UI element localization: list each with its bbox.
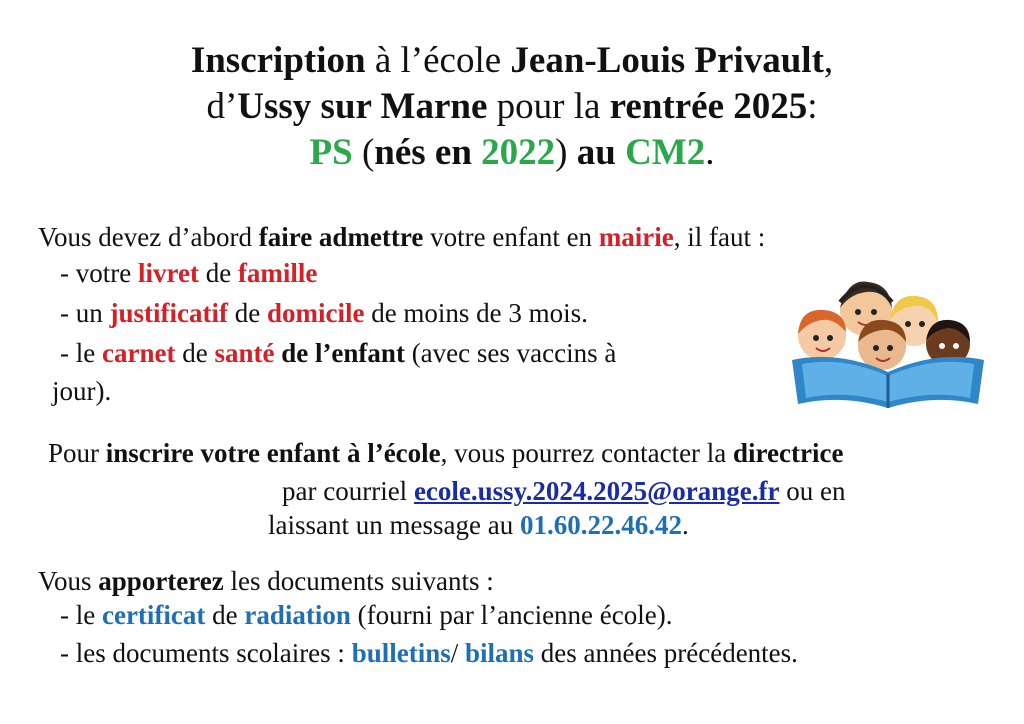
list-item-certificat: - le certificat de radiation (fourni par l’ancienne école). xyxy=(60,600,673,630)
contact-line-2: par courriel ecole.ussy.2024.2025@orange.fr ou en xyxy=(282,476,846,506)
title-line-2: d’Ussy sur Marne pour la rentrée 2025: xyxy=(206,86,818,127)
list-item-livret: - votre livret de famille xyxy=(60,258,318,288)
page-title xyxy=(0,38,1024,176)
children-reading-book-icon xyxy=(788,268,988,408)
contact-line-3: laissant un message au 01.60.22.46.42. xyxy=(268,510,689,540)
contact-line-1: Pour inscrire votre enfant à l’école, vous pourrez contacter la directrice xyxy=(48,438,844,468)
phone-number: 01.60.22.46.42 xyxy=(519,510,682,540)
list-item-carnet-continuation: jour). xyxy=(52,376,112,406)
list-item-carnet: - le carnet de santé de l’enfant (avec ses vaccins à xyxy=(60,338,617,368)
admission-intro: Vous devez d’abord faire admettre votre enfant en mairie, il faut : xyxy=(38,222,766,252)
list-item-justificatif: - un justificatif de domicile de moins de 3 mois. xyxy=(60,298,588,328)
documents-intro: Vous apporterez les documents suivants : xyxy=(38,566,494,596)
list-item-bulletins: - les documents scolaires : bulletins/ bilans des années précédentes. xyxy=(60,638,798,668)
email-link[interactable]: ecole.ussy.2024.2025@orange.fr xyxy=(413,476,780,506)
title-line-3: PS (nés en 2022) au CM2. xyxy=(309,132,715,173)
title-line-1: Inscription à l’école Jean-Louis Privault, xyxy=(190,40,834,81)
